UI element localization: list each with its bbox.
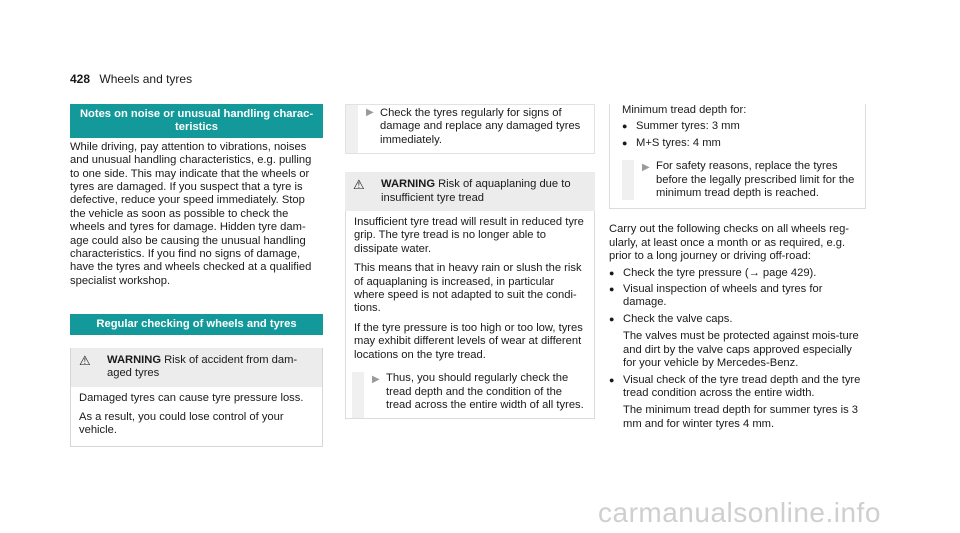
warning-header: [71, 348, 322, 387]
column-3: [609, 104, 866, 431]
warning-label: WARNING: [381, 178, 436, 191]
bullet-icon: ●: [609, 313, 615, 324]
list-item: [609, 374, 866, 401]
warning-paragraph: If the tyre pressure is too high or too low, tyres may exhibit different levels of wear at different locations on the tyre tread.: [354, 321, 583, 361]
warning-heading-text: [107, 354, 316, 381]
watermark: carmanualsonline.info: [598, 497, 881, 528]
warning-triangle-icon: ⚠: [353, 177, 365, 193]
check-visual: Visual inspection of wheels and tyres for damage.: [623, 283, 823, 309]
bullet-icon: ●: [609, 284, 615, 295]
step-check-tyres: [345, 104, 595, 154]
step-bar: [352, 372, 364, 418]
warning-body: [345, 211, 595, 366]
step-bar: [622, 160, 634, 200]
list-item: [609, 283, 866, 310]
step-text: For safety reasons, replace the tyres before the legally prescribed limit for the minimum tread depth is reached.: [656, 160, 855, 200]
warning-paragraph: As a result, you could lose control of your vehicle.: [79, 410, 284, 437]
noise-heading: Notes on noise or unusual handling charac-teristics: [70, 104, 323, 138]
list-item: [622, 137, 857, 150]
column-2: [345, 104, 595, 419]
section-title: Wheels and tyres: [99, 72, 193, 86]
warning-paragraph: Damaged tyres can cause tyre pressure loss.: [79, 391, 304, 404]
list-item: [609, 267, 866, 280]
bullet-icon: ●: [622, 121, 628, 132]
bullet-icon: ●: [609, 267, 615, 278]
regular-checking-heading: Regular checking of wheels and tyres: [70, 314, 323, 334]
tread-note: The minimum tread depth for summer tyres is 3 mm and for winter tyres 4 mm.: [623, 404, 859, 430]
step-replace-tyres: [622, 160, 857, 200]
warning-paragraph: This means that in heavy rain or slush the risk of aquaplaning is increased, in particular where speed is not adapted to suit the condi-tions.: [354, 262, 582, 315]
warning-box-damaged-tyres: [70, 348, 323, 447]
bullet-icon: ●: [609, 374, 615, 385]
page-header: [70, 72, 192, 86]
list-item: [622, 120, 857, 133]
warning-heading-text: [381, 178, 589, 205]
min-depth-box: [609, 104, 866, 209]
list-item: [609, 313, 866, 326]
check-tread: Visual check of the tyre tread depth and the tyre tread condition across the entire width.: [623, 373, 861, 399]
warning-paragraph: Insufficient tyre tread will result in reduced tyre grip. The tyre tread is no longer able to dissipate water.: [354, 216, 584, 255]
summer-depth: Summer tyres: 3 mm: [636, 120, 740, 133]
step-text: Check the tyres regularly for signs of damage and replace any damaged tyres immediately.: [380, 107, 581, 146]
checks-intro: Carry out the following checks on all wheels reg-ularly, at least once a month or as required, e.g. prior to a long journey or driving off-road:: [609, 223, 850, 263]
step-arrow-icon: ▶: [366, 107, 374, 118]
check-pressure: Check the tyre pressure (→ page 429).: [623, 266, 817, 279]
step-arrow-icon: ▶: [642, 162, 650, 174]
warning-body: [71, 387, 322, 446]
min-depth-title: Minimum tread depth for:: [622, 104, 747, 116]
step-text: Thus, you should regularly check the tread depth and the condition of the tread across the entire width of all tyres.: [386, 372, 584, 411]
warning-label: WARNING: [107, 353, 162, 366]
warning-header: [345, 172, 595, 211]
warning-box-aquaplaning: [345, 172, 595, 419]
step-check-tread: [345, 366, 595, 419]
valve-note: The valves must be protected against mois-ture and dirt by the valve caps approved especially for your vehicle by Mercedes-Benz.: [623, 330, 859, 370]
step-bar: [346, 105, 358, 153]
warning-title: Risk of accident from dam-aged tyres: [107, 353, 298, 380]
warning-title: Risk of aquaplaning due to insufficient tyre tread: [381, 178, 571, 204]
check-valve-caps: Check the valve caps.: [623, 312, 733, 325]
step-arrow-icon: ▶: [372, 374, 380, 386]
bullet-icon: ●: [622, 137, 628, 148]
ms-depth: M+S tyres: 4 mm: [636, 136, 721, 149]
column-1: [70, 104, 323, 447]
warning-triangle-icon: ⚠: [79, 352, 91, 368]
page-number: 428: [70, 72, 91, 86]
noise-text: While driving, pay attention to vibrations, noises and unusual handling characteristics, e.g. pulling to one side. This may indicate that the wheels or tyres are damaged. If you suspect that a tyre is defective, reduce your speed immediately. Stop the vehicle as soon as possible to check the wheels and tyres for damage. Hidden tyre dam-age could also be causing the unusual handling characteristics. If you find no signs of damage, have the tyres and wheels checked at a qualified specialist workshop.: [70, 140, 312, 287]
